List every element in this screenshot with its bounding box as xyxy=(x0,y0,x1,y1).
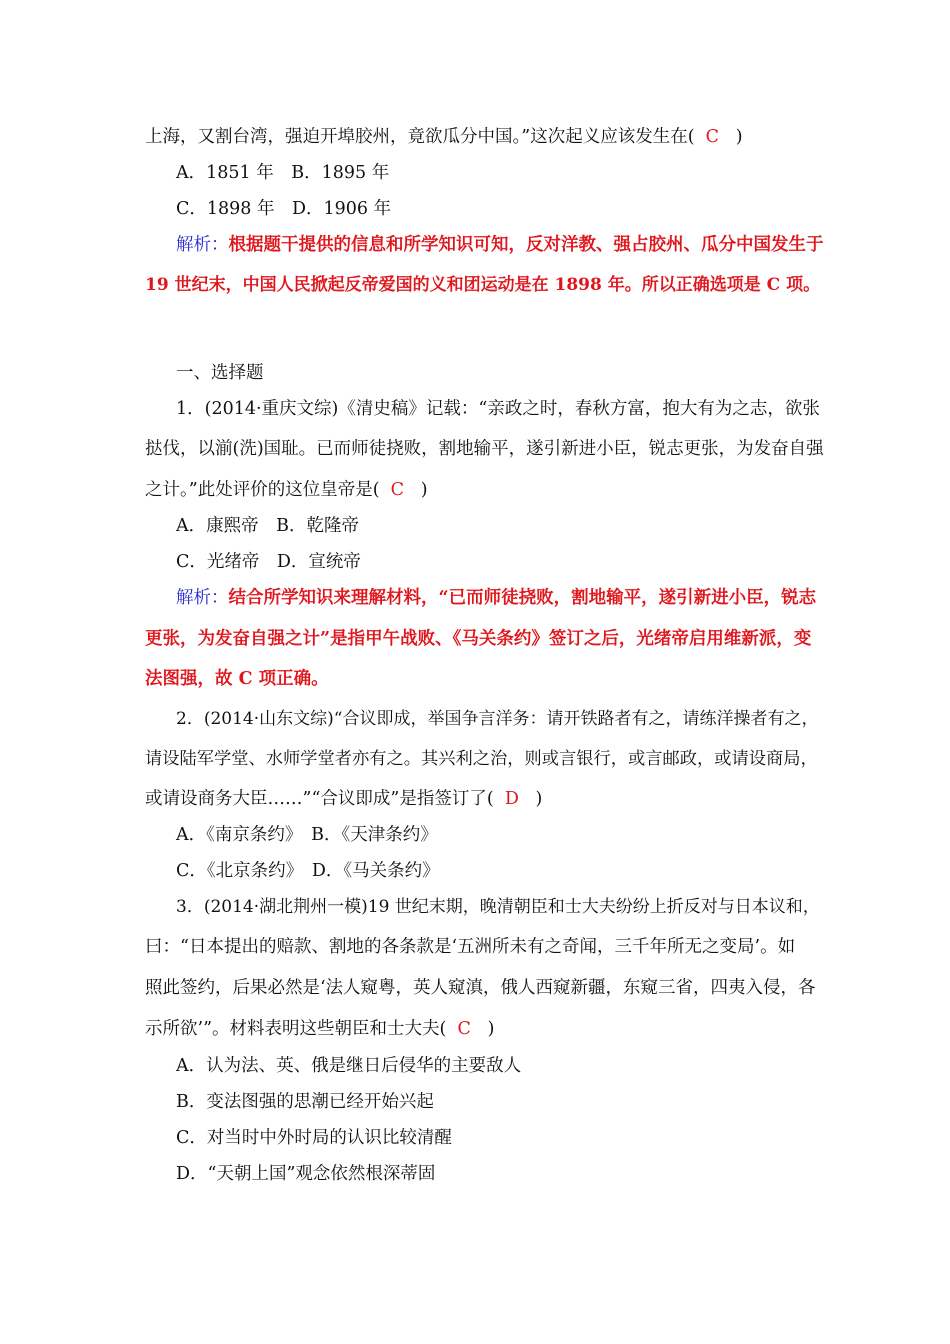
q3-line-1: 3．(2014·湖北荆州一模)19 世纪末期，晚清朝臣和士大夫纷纷上折反对与日本议和， xyxy=(176,897,820,917)
q2-last-text: 或请设商务大臣……”“合议即成”是指签订了( xyxy=(145,789,494,809)
intro-stem-line xyxy=(145,124,825,150)
section-title: 一、选择题 xyxy=(176,363,264,383)
q3-close: ) xyxy=(487,1019,495,1039)
intro-stem-text: 上海，又割台湾，强迫开埠胶州，竟欲瓜分中国。”这次起义应该发生在( xyxy=(145,127,695,147)
q2-last-line xyxy=(145,786,825,812)
q1-last-line xyxy=(145,477,825,503)
intro-analysis-text-1: 根据题干提供的信息和所学知识可知，反对洋教、强占胶州、瓜分中国发生于 xyxy=(228,235,824,255)
q1-analysis-line-2: 更张，为发奋自强之计”是指甲午战败、《马关条约》签订之后，光绪帝启用维新派，变 xyxy=(145,629,812,649)
q2-close: ) xyxy=(535,789,543,809)
intro-analysis-line-2: 19 世纪末，中国人民掀起反帝爱国的义和团运动是在 1898 年。所以正确选项是 C 项。 xyxy=(145,275,821,295)
intro-analysis-label: 解析： xyxy=(176,235,229,255)
q1-close: ) xyxy=(420,480,428,500)
q3-option-b: B．变法图强的思潮已经开始兴起 xyxy=(176,1092,434,1112)
q1-answer: C xyxy=(390,480,405,500)
q3-last-line xyxy=(145,1016,825,1042)
q1-option-line-1: A．康熙帝 B．乾隆帝 xyxy=(176,516,359,536)
q1-analysis-text-1: 结合所学知识来理解材料，“已而师徒挠败，割地输平，遂引新进小臣，锐志 xyxy=(228,588,817,608)
q3-last-text: 示所欲’”。材料表明这些朝臣和士大夫( xyxy=(145,1019,447,1039)
q3-option-c: C．对当时中外时局的认识比较清醒 xyxy=(176,1128,452,1148)
q2-option-line-2: C．《北京条约》 D．《马关条约》 xyxy=(176,861,440,881)
q1-line-2: 挞伐，以湔(洗)国耻。已而师徒挠败，割地输平，遂引新进小臣，锐志更张，为发奋自强 xyxy=(145,439,824,459)
q2-line-2: 请设陆军学堂、水师学堂者亦有之。其兴利之治，则或言银行，或言邮政，或请设商局， xyxy=(145,749,818,769)
q1-analysis-line-3: 法图强，故 C 项正确。 xyxy=(145,669,329,689)
q3-answer: C xyxy=(457,1019,471,1039)
q1-line-1: 1．(2014·重庆文综)《清史稿》记载：“亲政之时，春秋方富，抱大有为之志，欲张 xyxy=(176,399,820,419)
q1-analysis-label: 解析： xyxy=(176,588,229,608)
q3-line-3: 照此签约，后果必然是‘法人窥粤，英人窥滇，俄人西窥新疆，东窥三省，四夷入侵，各 xyxy=(145,978,816,998)
q2-option-line-1: A．《南京条约》 B．《天津条约》 xyxy=(176,825,438,845)
q2-answer: D xyxy=(504,789,519,809)
q2-line-1: 2．(2014·山东文综)“合议即成，举国争言洋务：请开铁路者有之，请练洋操者有之， xyxy=(176,709,819,729)
q3-option-d: D．“天朝上国”观念依然根深蒂固 xyxy=(176,1164,436,1184)
q1-analysis-line-1 xyxy=(176,585,856,611)
q3-line-2: 曰：“日本提出的赔款、割地的各条款是‘五洲所未有之奇闻，三千年所无之变局’。如 xyxy=(145,937,796,957)
intro-answer: C xyxy=(705,127,720,147)
intro-close: ) xyxy=(735,127,743,147)
q3-option-a: A．认为法、英、俄是继日后侵华的主要敌人 xyxy=(176,1056,522,1076)
intro-analysis-line-1 xyxy=(176,232,856,258)
q1-option-line-2: C．光绪帝 D．宣统帝 xyxy=(176,552,361,572)
intro-option-line-2: C．1898 年 D．1906 年 xyxy=(176,199,392,219)
q1-last-text: 之计。”此处评价的这位皇帝是( xyxy=(145,480,380,500)
intro-option-line-1: A．1851 年 B．1895 年 xyxy=(176,163,390,183)
